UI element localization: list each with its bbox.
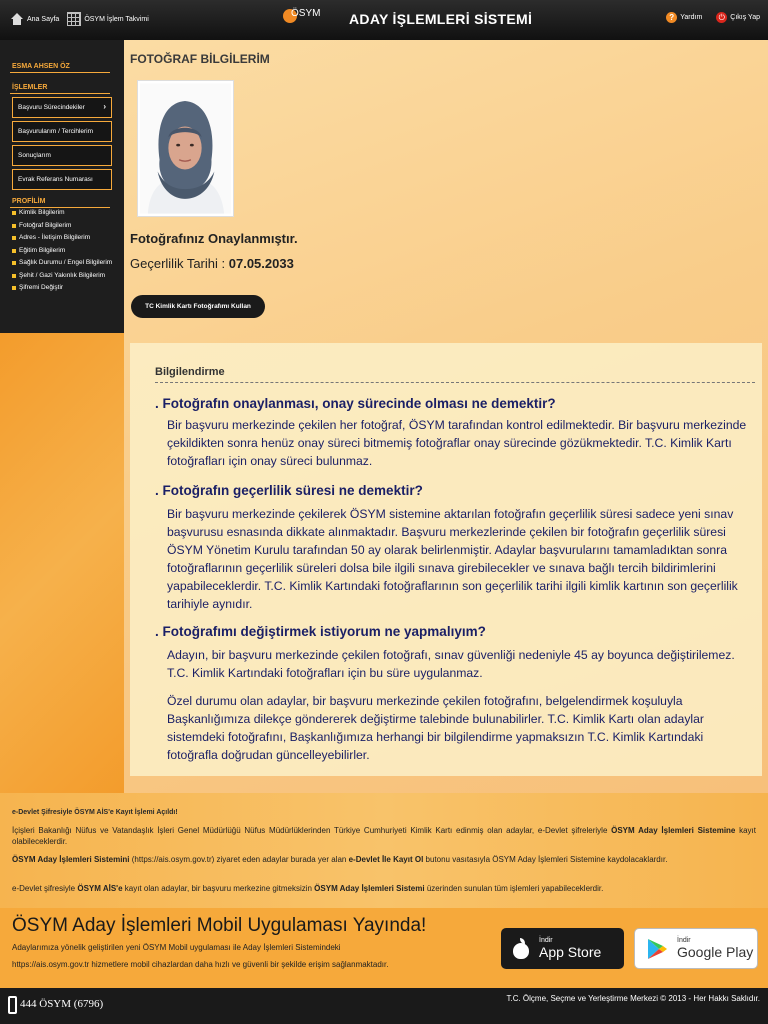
store-sub: İndir: [539, 937, 553, 944]
sidebar-background: [0, 333, 124, 793]
announcement-paragraph: [12, 883, 756, 894]
store-sub: İndir: [677, 937, 691, 944]
sidebar-item-saglik[interactable]: Sağlık Durumu / Engel Bilgilerim: [12, 259, 117, 268]
approval-status: Fotoğrafınız Onaylanmıştır.: [130, 231, 298, 246]
text: butonu vasıtasıyla ÖSYM Aday İşlemleri Sistemine kaydolacaklardır.: [423, 855, 668, 864]
home-link-label: Ana Sayfa: [27, 15, 60, 23]
photo-image: [140, 83, 231, 214]
calendar-link-label: ÖSYM İşlem Takvimi: [84, 15, 149, 23]
help-label: Yardım: [680, 14, 703, 21]
calendar-link[interactable]: [67, 12, 148, 26]
help-link[interactable]: [666, 12, 702, 23]
app-store-button[interactable]: [501, 928, 624, 969]
faq-question: . Fotoğrafın geçerlilik süresi ne demektir?: [155, 483, 423, 498]
sidebar-item-sonuclarim[interactable]: [12, 145, 112, 166]
text: kayıt olan adaylar, bir başvuru merkezine gitmeksizin: [122, 884, 315, 893]
page-title: FOTOĞRAF BİLGİLERİM: [130, 52, 270, 66]
profile-photo: [137, 80, 234, 217]
copyright: T.C. Ölçme, Seçme ve Yerleştirme Merkezi © 2013 - Her Hakkı Saklıdır.: [506, 994, 760, 1003]
google-play-icon: [645, 937, 669, 961]
announcement-paragraph: [12, 825, 756, 847]
text-bold: ÖSYM Aday İşlemleri Sistemini: [12, 855, 130, 864]
text-bold: e-Devlet İle Kayıt Ol: [348, 855, 424, 864]
sidebar-item-egitim[interactable]: Eğitim Bilgilerim: [12, 247, 117, 256]
divider: [155, 382, 755, 383]
text: kayıt olabileceklerdir.: [12, 826, 756, 846]
sidebar-item-sehit-gazi[interactable]: Şehit / Gazi Yakınlık Bilgilerim: [12, 272, 117, 281]
divider: [10, 93, 110, 94]
top-nav-right: [666, 12, 760, 23]
sidebar-item-sifre[interactable]: Şifremi Değiştir: [12, 284, 117, 293]
phone-icon: [8, 996, 17, 1014]
sidebar-item-kimlik[interactable]: Kimlik Bilgilerim: [12, 209, 117, 218]
sidebar-item-label: Başvurularım / Tercihlerim: [18, 128, 94, 135]
faq-question: . Fotoğrafımı değiştirmek istiyorum ne yapmalıyım?: [155, 624, 486, 639]
validity-label: Geçerlilik Tarihi :: [130, 256, 226, 271]
text: (https://ais.osym.gov.tr) ziyaret eden adaylar burada yer alan: [129, 855, 349, 864]
announcement-paragraph: [12, 854, 756, 865]
validity-row: [130, 256, 294, 271]
use-tc-photo-button[interactable]: TC Kimlik Kartı Fotoğrafımı Kullan: [131, 295, 265, 318]
sidebar-item-adres[interactable]: Adres - İletişim Bilgilerim: [12, 234, 117, 243]
mobile-app-text: Adaylarımıza yönelik geliştirilen yeni ÖSYM Mobil uygulaması ile Aday İşlemleri Sistemindeki: [12, 943, 341, 952]
faq-answer: Özel durumu olan adaylar, bir başvuru merkezinde çekilen fotoğrafını, belgelendirmek koşuluyla Başkanlığımıza dilekçe göndererek değiştirme talebinde bulunabilirler. T.C. Kimlik Kartı olan adaylar sistemdeki fotoğrafını, Başkanlığımıza herhangi bir bilgilendirme yapmaksızın T.C. Kimlik Kartındaki fotoğrafla doğrudan güncelleyebilirler.: [167, 694, 704, 762]
power-icon: ⏻: [716, 12, 727, 23]
text-bold: ÖSYM Aday İşlemleri Sistemine: [611, 826, 736, 835]
info-title: Bilgilendirme: [155, 366, 225, 378]
store-name: Google Play: [677, 944, 754, 960]
validity-date: 07.05.2033: [228, 256, 294, 271]
profilim-label: PROFİLİM: [12, 198, 46, 205]
text: İçişleri Bakanlığı Nüfus ve Vatandaşlık İşleri Genel Müdürlüğü Nüfus Müdürlüklerinden Türkiye Cumhuriyeti Kimlik Kartı edinmiş olan adaylar, e-Devlet şifreleriyle: [12, 826, 612, 835]
store-name: App Store: [539, 944, 602, 960]
faq-answer: Bir başvuru merkezinde çekilerek ÖSYM sistemine aktarılan fotoğrafın geçerlilik süresi sadece yeni sınav başvurusu esnasında dikkate alınmaktadır. Başvuru merkezlerinde çekilen bir fotoğrafın geçerlilik süresi ÖSYM Yönetim Kurulu tarafından 50 ay olarak belirlenmiştir. Adaylar başvurularını tamamladıktan sonra fotoğraflarının geçerlilik süreleri dolsa bile ilgili sınava girebilecekler ve sınava bağlı tercih bildirimlerini yapabileceklerdir. T.C. Kimlik Kartındaki fotoğraflarının son geçerlilik tarihi ilgili kimlik kartının son geçerlilik tarihiyle aynıdır.: [167, 507, 738, 611]
profile-menu: [12, 209, 117, 297]
divider: [10, 72, 110, 73]
islemler-label: İŞLEMLER: [12, 84, 48, 91]
chevron-right-icon: ›: [103, 102, 106, 111]
google-play-button[interactable]: [634, 928, 758, 969]
text: e-Devlet şifresiyle: [12, 884, 78, 893]
sidebar-item-evrak-referans[interactable]: [12, 169, 112, 190]
logout-label: Çıkış Yap: [730, 14, 760, 21]
logout-link[interactable]: [716, 12, 760, 23]
text: üzerinden sunulan tüm işlemleri yapabileceklerdir.: [424, 884, 604, 893]
faq-answer: Adayın, bir başvuru merkezinde çekilen fotoğrafı, sınav güvenliği nedeniyle 45 ay boyunca değiştirilemez. T.C. Kimlik Kartındaki fotoğrafları için bu süre uygulanmaz.: [167, 648, 735, 680]
faq-question: . Fotoğrafın onaylanması, onay sürecinde olması ne demektir?: [155, 396, 556, 411]
logo-text: ÖSYM: [291, 8, 321, 19]
sidebar-item-basvurularim[interactable]: [12, 121, 112, 142]
mobile-app-text: https://ais.osym.gov.tr hizmetlere mobil cihazlardan daha hızlı ve güvenli bir şekilde erişim sağlanmaktadır.: [12, 960, 389, 969]
text-bold: ÖSYM AİS'e: [77, 884, 123, 893]
faq-answer: Bir başvuru merkezinde çekilen her fotoğraf, ÖSYM tarafından kontrol edilmektedir. Bir başvuru merkezinde çekildikten sonra henüz onay süreci bitmemiş fotoğraflar onay sürecinde gözükmektedir. T.C. Kimlik Kartı fotoğrafları için onay süreci bulunmaz.: [167, 418, 747, 468]
sidebar-item-label: Evrak Referans Numarası: [18, 176, 93, 183]
apple-icon: [511, 938, 531, 960]
mobile-app-title: ÖSYM Aday İşlemleri Mobil Uygulaması Yayında!: [12, 915, 427, 936]
sidebar-item-label: Başvuru Sürecindekiler: [18, 104, 85, 111]
person-photo-icon: [140, 83, 231, 214]
text-bold: ÖSYM Aday İşlemleri Sistemi: [314, 884, 425, 893]
sidebar-item-label: Sonuçlarım: [18, 152, 51, 159]
phone-number: 444 ÖSYM (6796): [20, 998, 104, 1010]
home-icon: [10, 13, 24, 25]
brand[interactable]: [283, 7, 532, 31]
sidebar-item-fotograf[interactable]: Fotoğraf Bilgilerim: [12, 222, 117, 231]
app-title: ADAY İŞLEMLERİ SİSTEMİ: [349, 11, 533, 27]
help-icon: ?: [666, 12, 677, 23]
calendar-icon: [67, 12, 81, 26]
sidebar-item-basvuru-surecindekiler[interactable]: [12, 97, 112, 118]
divider: [10, 207, 110, 208]
osym-logo: [283, 7, 319, 31]
announcement-title: e-Devlet Şifresiyle ÖSYM AİS'e Kayıt İşlemi Açıldı!: [12, 809, 178, 816]
user-name: ESMA AHSEN ÖZ: [12, 63, 70, 70]
home-link[interactable]: [10, 13, 59, 25]
footer: [0, 988, 768, 1024]
top-nav-left: [10, 12, 149, 26]
top-bar: [0, 0, 768, 40]
